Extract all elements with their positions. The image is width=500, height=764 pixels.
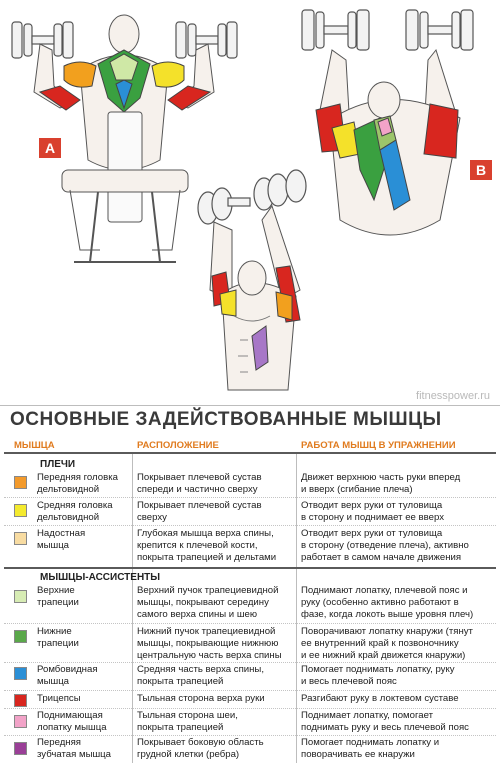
page-title: ОСНОВНЫЕ ЗАДЕЙСТВОВАННЫЕ МЫШЦЫ (10, 409, 442, 430)
muscle-location: Верхний пучок трапециевидной мышцы, покрывают середину самого верха спины и шею (137, 585, 279, 620)
color-swatch-middle-delt (14, 504, 27, 517)
muscle-location: Покрывает боковую область грудной клетки (ребра) (137, 737, 264, 760)
muscle-name: Поднимающая лопатку мышца (37, 710, 107, 733)
color-swatch-upper-traps (14, 590, 27, 603)
color-swatch-front-delt (14, 476, 27, 489)
muscle-work: Помогает поднимать лопатку и поворачивать ее кнаружи (301, 737, 440, 760)
muscle-location: Тыльная сторона верха руки (137, 693, 265, 704)
muscle-name: Нижние трапеции (37, 626, 79, 649)
row-divider (4, 497, 496, 498)
muscle-name: Трицепсы (37, 693, 81, 704)
muscle-name: Ромбовидная мышца (37, 664, 98, 687)
muscle-work: Движет верхнюю часть руки вперед и вверх (сгибание плеча) (301, 472, 461, 495)
figure-b-label: B (475, 162, 487, 178)
color-swatch-supraspinatus (14, 532, 27, 545)
muscle-name: Надостная мышца (37, 528, 86, 551)
column-divider (132, 454, 133, 763)
header-location: РАСПОЛОЖЕНИЕ (137, 440, 219, 451)
muscle-work: Помогает поднимать лопатку, руку и весь плечевой пояс (301, 664, 455, 687)
header-divider (4, 452, 496, 454)
row-divider (4, 525, 496, 526)
muscle-name: Передняя головка дельтовидной (37, 472, 118, 495)
muscle-location: Покрывает плечевой сустав сверху (137, 500, 262, 523)
muscle-work: Поднимает лопатку, помогает поднимать руку и весь плечевой пояс (301, 710, 469, 733)
figure-a-label: A (44, 140, 56, 156)
muscle-work: Разгибают руку в локтевом суставе (301, 693, 459, 704)
section-divider (4, 567, 496, 569)
muscle-name: Верхние трапеции (37, 585, 79, 608)
row-divider (4, 708, 496, 709)
muscle-work: Поворачивают лопатку кнаружи (тянут ее внутренний край к позвоночнику и ее нижний край движется кнаружи) (301, 626, 473, 661)
muscle-work: Поднимают лопатку, плечевой пояс и руку (особенно активно работают в фазе, когда локоть выше уровня плеч) (301, 585, 474, 620)
row-divider (4, 735, 496, 736)
color-swatch-serratus-anterior (14, 742, 27, 755)
figure-b-standing-rear (302, 10, 473, 235)
color-swatch-rhomboid (14, 667, 27, 680)
row-divider (4, 690, 496, 691)
muscle-work: Отводит верх руки от туловища в сторону и поднимает ее вверх (301, 500, 445, 523)
column-divider (296, 454, 297, 763)
header-work: РАБОТА МЫШЦ В УПРАЖНЕНИИ (301, 440, 456, 451)
muscle-name: Средняя головка дельтовидной (37, 500, 113, 523)
figure-c-standing-front (198, 170, 306, 390)
muscle-location: Глубокая мышца верха спины, крепится к плечевой кости, покрыта трапецией и дельтами (137, 528, 277, 563)
muscle-location: Средняя часть верха спины, покрыта трапецией (137, 664, 264, 687)
color-swatch-levator-scapulae (14, 715, 27, 728)
muscle-location: Тыльная сторона шеи, покрыта трапецией (137, 710, 238, 733)
section-title-shoulders: ПЛЕЧИ (40, 459, 76, 470)
row-divider (4, 662, 496, 663)
color-swatch-lower-traps (14, 630, 27, 643)
muscle-work: Отводит верх руки от туловища в сторону (отведение плеча), активно работает в самом начале движения (301, 528, 469, 563)
muscle-location: Покрывает плечевой сустав спереди и частично сверху (137, 472, 262, 495)
color-swatch-triceps (14, 694, 27, 707)
row-divider (4, 623, 496, 624)
header-muscle: МЫШЦА (14, 440, 55, 451)
section-title-assistants: МЫШЦЫ-АССИСТЕНТЫ (40, 572, 161, 583)
muscle-location: Нижний пучок трапециевидной мышцы, покрывающие нижнюю центральную часть верха спины (137, 626, 282, 661)
watermark: fitnesspower.ru (416, 390, 490, 402)
muscle-name: Передняя зубчатая мышца (37, 737, 111, 760)
